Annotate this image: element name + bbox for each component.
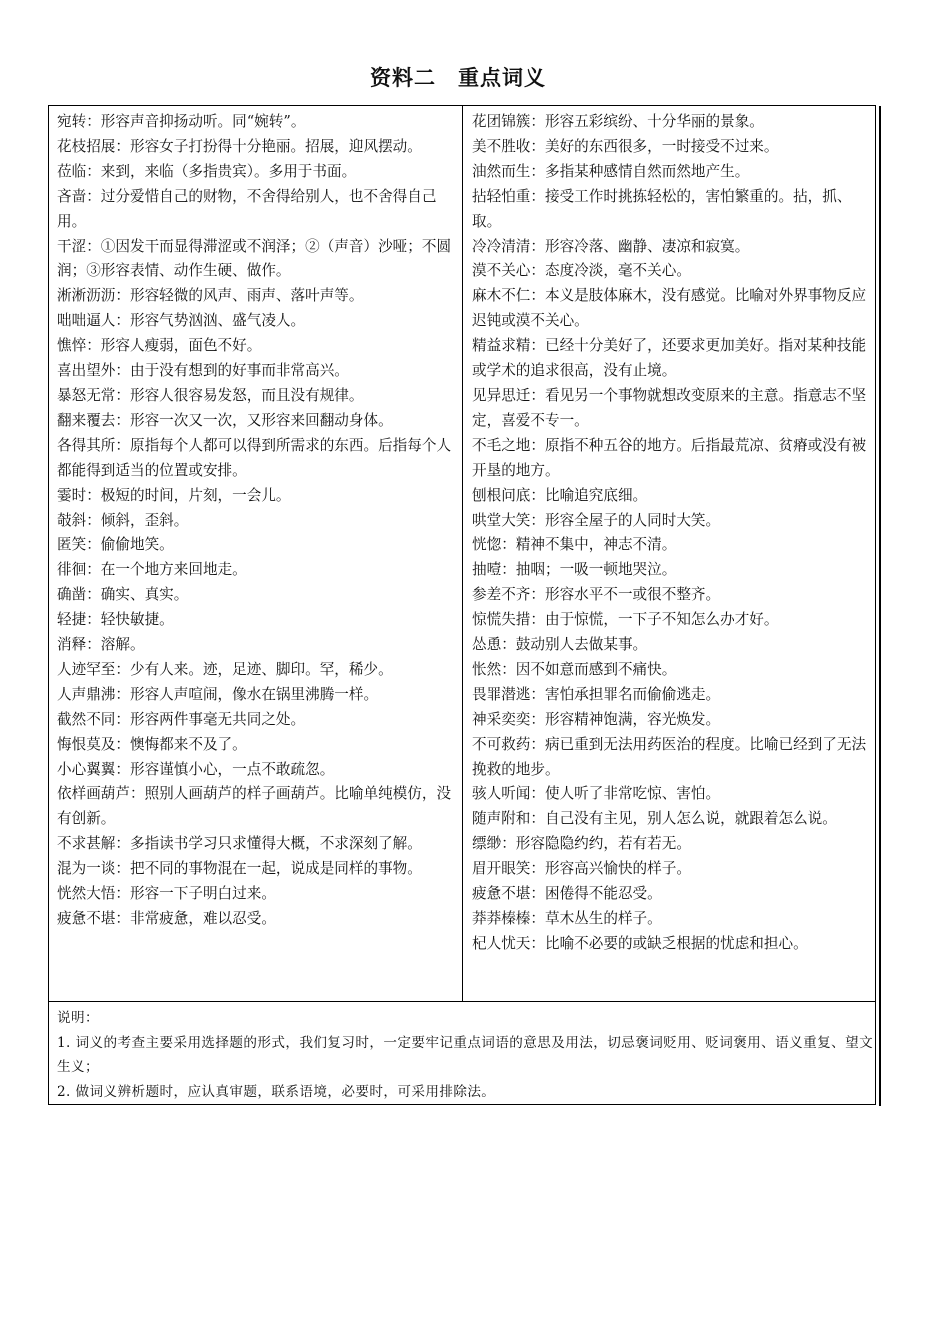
vocab-entry: 徘徊：在一个地方来回地走。 [57,561,247,579]
vocab-entry: 干涩：①因发干而显得滞涩或不润泽；②（声音）沙哑；不圆润；③形容表情、动作生硬、做作。 [57,237,452,280]
left-column [49,106,463,1001]
vocab-entry: 见异思迁：看见另一个事物就想改变原来的主意。指意志不坚定，喜爱不专一。 [472,386,867,429]
vocab-entry: 拈轻怕重：接受工作时挑拣轻松的，害怕繁重的。拈，抓、取。 [472,187,852,230]
vocab-entry: 憔悴：形容人瘦弱，面色不好。 [57,337,262,355]
vocab-entry: 花团锦簇：形容五彩缤纷、十分华丽的景象。 [472,113,764,130]
vocab-entry: 人迹罕至：少有人来。迹，足迹、脚印。罕，稀少。 [57,660,393,678]
vocab-entry: 小心翼翼：形容谨慎小心，一点不敢疏忽。 [57,760,335,778]
vocab-entry: 消释：溶解。 [57,636,145,654]
right-column [463,106,877,1001]
notes-section [49,1001,875,1104]
vocab-entry: 确凿：确实、真实。 [57,586,189,604]
vocab-entry: 恍惚：精神不集中，神志不清。 [472,536,677,554]
vocab-entry: 翻来覆去：形容一次又一次，又形容来回翻动身体。 [57,411,393,429]
notes-heading: 说明： [57,1010,99,1026]
vocab-entry: 攲斜：倾斜，歪斜。 [57,511,189,529]
vocab-entry: 神采奕奕：形容精神饱满，容光焕发。 [472,710,721,728]
vocab-entry: 疲惫不堪：困倦得不能忍受。 [472,885,662,903]
note-item-2: 2. 做词义辨析题时，应认真审题，联系语境，必要时，可采用排除法。 [57,1083,496,1100]
vocab-entry: 依样画葫芦：照别人画葫芦的样子画葫芦。比喻单纯模仿，没有创新。 [57,785,452,828]
vocab-entry: 莽莽榛榛：草木丛生的样子。 [472,910,662,927]
vocab-entry: 莅临：来到，来临（多指贵宾）。多用于书面。 [57,162,357,180]
vocab-entry: 恍然大悟：形容一下子明白过来。 [57,885,276,903]
vocab-entry: 喜出望外：由于没有想到的好事而非常高兴。 [57,362,349,380]
vocab-entry: 冷冷清清：形容冷落、幽静、凄凉和寂寞。 [472,237,750,255]
vocab-entry: 麻木不仁：本义是肢体麻木，没有感觉。比喻对外界事物反应迟钝或漠不关心。 [472,287,867,330]
vocab-entry: 缥缈：形容隐隐约约，若有若无。 [472,835,691,853]
vocab-entry: 杞人忧天：比喻不必要的或缺乏根据的忧虑和担心。 [472,934,808,952]
vocab-entry: 花枝招展：形容女子打扮得十分艳丽。招展，迎风摆动。 [57,137,422,155]
vocab-entry: 惊慌失措：由于惊慌，一下子不知怎么办才好。 [472,611,779,629]
vocab-entry: 宛转：形容声音抑扬动听。同“婉转”。 [57,113,306,130]
vocab-entry: 暴怒无常：形容人很容易发怒，而且没有规律。 [57,386,364,404]
vocab-entry: 淅淅沥沥：形容轻微的风声、雨声、落叶声等。 [57,287,364,305]
vocab-entry: 骇人听闻：使人听了非常吃惊、害怕。 [472,785,721,803]
vocab-entry: 疲惫不堪：非常疲惫，难以忍受。 [57,910,276,927]
vocab-entry: 刨根问底：比喻追究底细。 [472,486,648,504]
vocab-entry: 人声鼎沸：形容人声喧闹，像水在锅里沸腾一样。 [57,685,379,703]
vocab-entry: 不可救药：病已重到无法用药医治的程度。比喻已经到了无法挽救的地步。 [472,735,867,778]
vocab-entry: 眉开眼笑：形容高兴愉快的样子。 [472,860,691,878]
vocab-entry: 各得其所：原指每个人都可以得到所需求的东西。后指每个人都能得到适当的位置或安排。 [57,436,452,479]
vocab-entry: 哄堂大笑：形容全屋子的人同时大笑。 [472,511,721,529]
page-title: 资料二 重点词义 [370,66,546,90]
vocab-entry: 悔恨莫及：懊悔都来不及了。 [57,735,247,753]
vocab-entry: 不毛之地：原指不种五谷的地方。后指最荒凉、贫瘠或没有被开垦的地方。 [472,436,867,479]
vocab-entry: 油然而生：多指某种感情自然而然地产生。 [472,162,750,180]
vocab-entry: 吝啬：过分爱惜自己的财物，不舍得给别人，也不舍得自己用。 [57,187,437,230]
vocab-entry: 咄咄逼人：形容气势汹汹、盛气凌人。 [57,312,306,330]
vocab-entry: 混为一谈：把不同的事物混在一起，说成是同样的事物。 [57,860,422,878]
vocab-entry: 精益求精：已经十分美好了，还要求更加美好。指对某种技能或学术的追求很高，没有止境。 [472,337,867,380]
vocab-entry: 漠不关心：态度冷淡，毫不关心。 [472,262,691,280]
vocab-entry: 霎时：极短的时间，片刻，一会儿。 [57,486,291,504]
vocab-entry: 怅然：因不如意而感到不痛快。 [472,660,677,678]
vocab-entry: 怂恿：鼓动别人去做某事。 [472,636,648,654]
vocab-entry: 随声附和：自己没有主见，别人怎么说，就跟着怎么说。 [472,810,837,828]
vocab-entry: 美不胜收：美好的东西很多，一时接受不过来。 [472,137,779,155]
vocab-entry: 抽噎：抽咽；一吸一顿地哭泣。 [472,561,677,579]
vocab-entry: 匿笑：偷偷地笑。 [57,536,174,554]
vocab-entry: 截然不同：形容两件事毫无共同之处。 [57,710,306,728]
vocab-entry: 轻捷：轻快敏捷。 [57,611,174,629]
vocab-entry: 畏罪潜逃：害怕承担罪名而偷偷逃走。 [472,685,721,703]
vocabulary-table [48,105,876,1105]
vocab-entry: 参差不齐：形容水平不一或很不整齐。 [472,586,721,604]
vocab-entry: 不求甚解：多指读书学习只求懂得大概，不求深刻了解。 [57,835,422,853]
note-item-1: 1. 词义的考查主要采用选择题的形式，我们复习时，一定要牢记重点词语的意思及用法，切忌褒词贬用、贬词褒用、语义重复、望文生义； [57,1034,874,1075]
